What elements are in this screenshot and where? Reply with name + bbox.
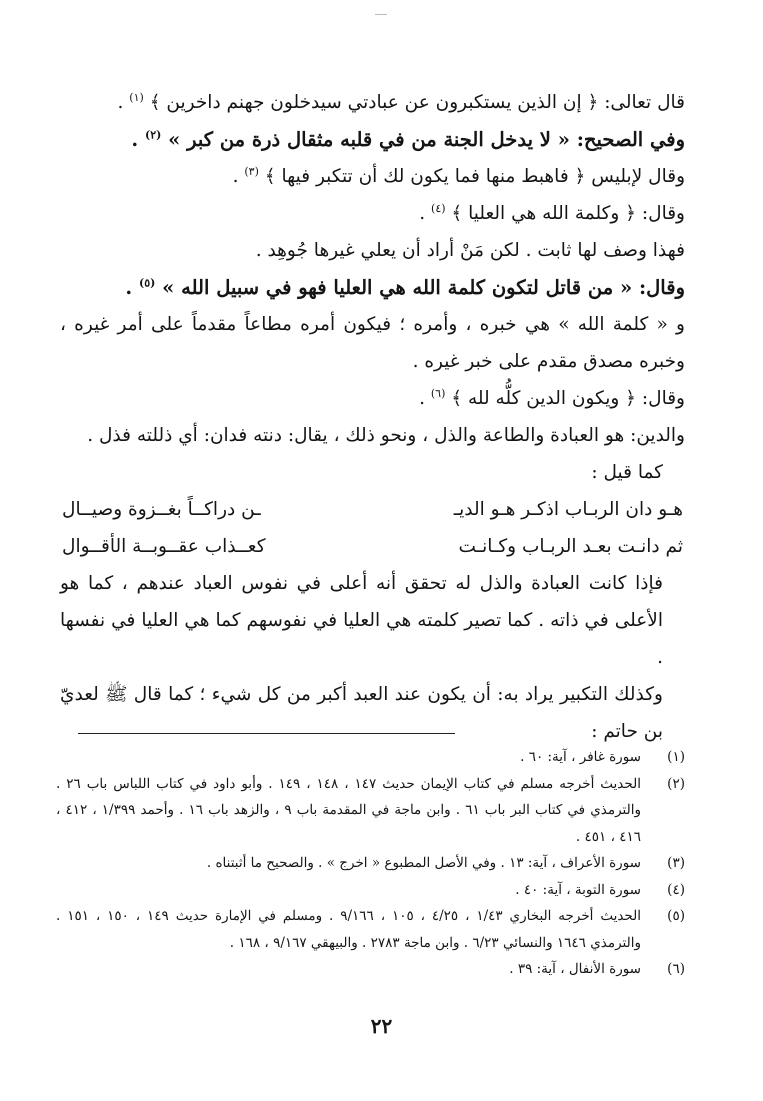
footnote-text: سورة التوبة ، آية: ٤٠ . [515,881,641,898]
footnotes [56,744,685,983]
poem-hemistich: هـو دان الربـاب اذكـر هـو الديـ [453,499,683,520]
paragraph-deen-lillah [60,380,685,417]
paragraph-takbir: وكذلك التكبير يراد به: أن يكون عند العبد أكبر من كل شيء ؛ كما قال ﷺ لعديّ بن حاتم : [60,684,663,742]
footnote-item [56,877,685,904]
paragraph-kama-qeel: كما قيل : [591,462,663,483]
main-text [60,84,685,750]
footnote-number: (١) [667,749,685,765]
punctuation: . [419,203,426,224]
footnote-text: سورة الأنفال ، آية: ٣٩ . [509,961,641,977]
footnote-text: الحديث أخرجه مسلم في كتاب الإيمان حديث ١٤٧ ، ١٤٨ ، ١٤٩ . وأبو داود في كتاب اللباس باب ٢٦ . والترمذي في كتاب البر باب ٦١ . وابن ماجة في المقدمة باب ٩ ، والزهد باب ١٦ . وأحمد ١/٣٩٩ ، ٤١٢ ، ٤١٦ ، ٤٥١ . [56,775,641,845]
footnote-number: (٥) [667,908,685,924]
footnote-ref[interactable]: (٦) [430,386,446,400]
footnote-text: سورة غافر ، آية: ٦٠ . [520,749,641,765]
text-line: وقال: « من قاتل لتكون كلمة الله هي العليا فهو في سبيل الله » [162,276,685,299]
footnote-number: (٣) [667,855,685,871]
paragraph-wasf-thabit: فهذا وصف لها ثابت . لكن مَنْ أراد أن يعلي غيرها جُوهِد . [255,240,685,261]
paragraph-ibada-dhull: فإذا كانت العبادة والذل له تحقق أنه أعلى في نفوس العباد عندهم ، كما هو الأعلى في ذاته . كما تصير كلمته هي العليا في نفوسهم كما هي العليا في نفسها . [60,573,663,668]
paragraph-hadith-kibr [60,121,685,158]
paragraph-kalimat-allah [60,195,685,232]
footnote-item [56,956,685,983]
footnote-separator [78,733,455,734]
punctuation: . [117,92,124,113]
footnote-ref[interactable]: (٣) [244,164,259,178]
text-line: وقال: ﴿ وكلمة الله هي العليا ﴾ [451,203,685,224]
paragraph-iblis [60,158,685,195]
punctuation: . [232,166,239,187]
paragraph-verse-ghafir [60,84,685,121]
text-line: وفي الصحيح: « لا يدخل الجنة من في قلبه مثقال ذرة من كبر » [168,128,685,151]
page-number: ٢٢ [370,1014,393,1038]
footnote-ref[interactable]: (١) [129,90,144,104]
poem-verse-2 [60,528,685,565]
footnote-number: (٢) [667,775,685,792]
footnote-item [56,771,685,851]
footnote-ref[interactable]: (٢) [144,128,162,142]
text-line: وقال: ﴿ ويكون الدين كلُّه لله ﴾ [451,388,685,409]
paragraph-deen-definition: والدين: هو العبادة والطاعة والذل ، ونحو ذلك ، يقال: دنته فدان: أي ذللته فذل . [87,425,685,446]
poem-hemistich: ثم دانـت بعـد الربـاب وكـانـت [458,536,683,557]
punctuation: . [131,128,139,151]
footnote-ref[interactable]: (٥) [139,276,156,290]
footnote-number: (٦) [667,961,685,977]
poem-verse-1 [60,491,685,528]
footnote-item [56,744,685,771]
paragraph-hadith-qatala [60,269,685,306]
footnote-text: الحديث أخرجه البخاري ١/٤٣ ، ٤/٢٥ ، ١٠٥ ، ٩/١٦٦ . ومسلم في الإمارة حديث ١٤٩ ، ١٥٠ ، ١٥١ . والترمذي ١٦٤٦ والنسائي ٦/٢٣ . وابن ماجة ٢٧٨٣ . والبيهقي ٩/١٦٧ ، ١٦٨ . [56,908,641,951]
punctuation: . [125,276,133,299]
text-line: قال تعالى: ﴿ إن الذين يستكبرون عن عبادتي سيدخلون جهنم داخرين ﴾ [149,92,685,113]
footnote-number: (٤) [667,881,685,898]
footnote-item [56,903,685,956]
footnote-ref[interactable]: (٤) [431,201,446,215]
poem-hemistich: كعــذاب عقــوبــة الأقــوال [62,536,266,557]
footnote-text: سورة الأعراف ، آية: ١٣ . وفي الأصل المطبوع « اخرج » . والصحيح ما أثبتناه . [206,855,641,871]
punctuation: . [419,388,425,409]
text-line: وقال لإبليس ﴿ فاهبط منها فما يكون لك أن تتكبر فيها ﴾ [264,166,685,187]
footnote-item [56,850,685,877]
paragraph-khabar-amr: و « كلمة الله » هي خبره ، وأمره ؛ فيكون أمره مطاعاً مقدماً على أمر غيره ، وخبره مصدق مقدم على خبر غيره . [60,314,685,372]
poem-hemistich: ـن دراكــاً بغــزوة وصيــال [62,499,261,520]
page-top-mark [375,14,387,15]
